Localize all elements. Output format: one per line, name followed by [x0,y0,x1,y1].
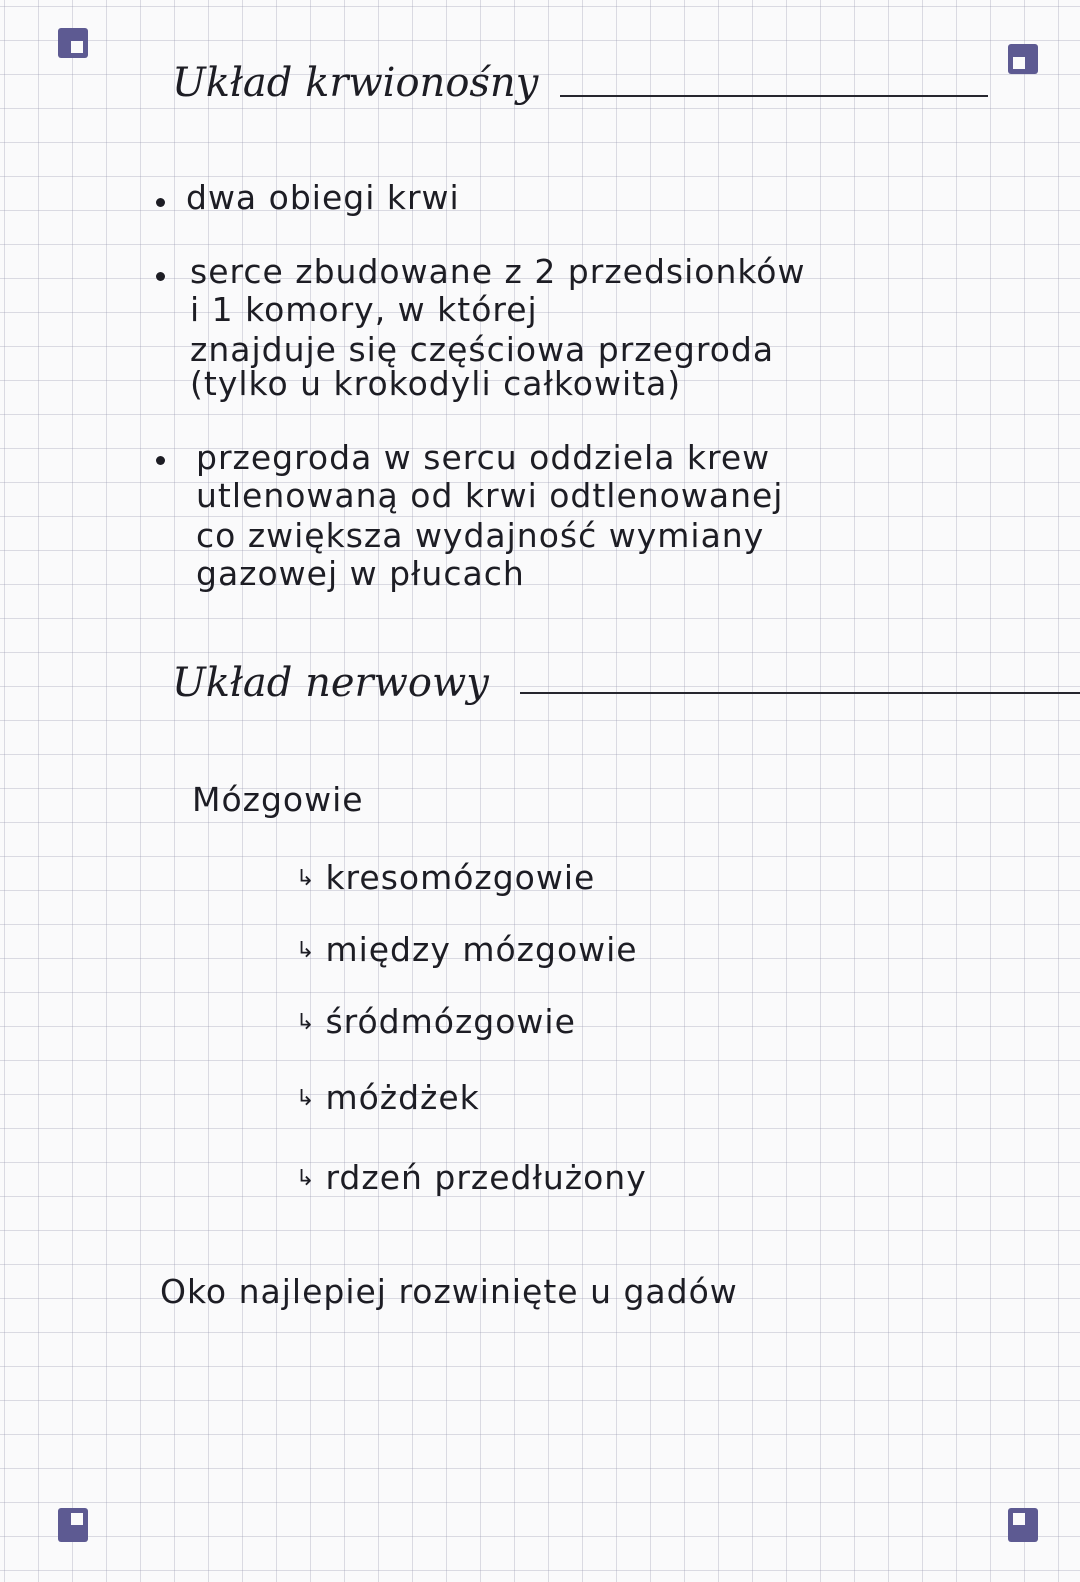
bullet-point [156,198,165,207]
bullet-3-line-2: utlenowaną od krwi odtlenowanej [196,476,784,515]
brain-part-label: móżdżek [325,1078,480,1117]
arrow-icon: ↳ [296,938,316,963]
bullet-2-line-3: znajduje się częściowa przegroda [190,330,775,369]
corner-mark-bottom-right [1008,1508,1038,1542]
section-title-circulatory: Układ krwionośny [172,60,539,106]
bullet-2-line-2: i 1 komory, w której [190,290,538,329]
bullet-2-line-1: serce zbudowane z 2 przedsionków [190,252,806,291]
corner-mark-top-left [58,28,88,58]
brain-part-label: między mózgowie [325,930,638,969]
bullet-2-line-4: (tylko u krokodyli całkowita) [190,364,682,403]
bullet-2 [190,252,930,412]
bullet-point [156,272,165,281]
heading-underline [560,95,988,97]
arrow-icon: ↳ [296,1010,316,1035]
bullet-1-line-1: dwa obiegi krwi [186,178,460,217]
brain-part-label: kresomózgowie [325,858,596,897]
eye-note: Oko najlepiej rozwinięte u gadów [160,1272,738,1311]
bullet-3-line-4: gazowej w płucach [196,554,525,593]
arrow-icon: ↳ [296,1086,316,1111]
bullet-3-line-1: przegroda w sercu oddziela krew [196,438,771,477]
brain-part-item [296,858,595,897]
brain-part-item [296,1002,576,1041]
brain-part-item [296,1078,480,1117]
heading-underline [520,692,1080,694]
bullet-3-line-3: co zwiększa wydajność wymiany [196,516,765,555]
arrow-icon: ↳ [296,1166,316,1191]
bullet-3 [196,438,936,598]
brain-part-item [296,930,638,969]
brain-part-label: śródmózgowie [325,1002,576,1041]
section-title-nervous: Układ nerwowy [172,660,489,706]
brain-part-label: rdzeń przedłużony [325,1158,647,1197]
bullet-point [156,456,165,465]
brain-part-item [296,1158,647,1197]
bullet-1 [186,178,886,224]
corner-mark-top-right [1008,44,1038,74]
arrow-icon: ↳ [296,866,316,891]
corner-mark-bottom-left [58,1508,88,1542]
brain-subtitle: Mózgowie [192,780,364,819]
